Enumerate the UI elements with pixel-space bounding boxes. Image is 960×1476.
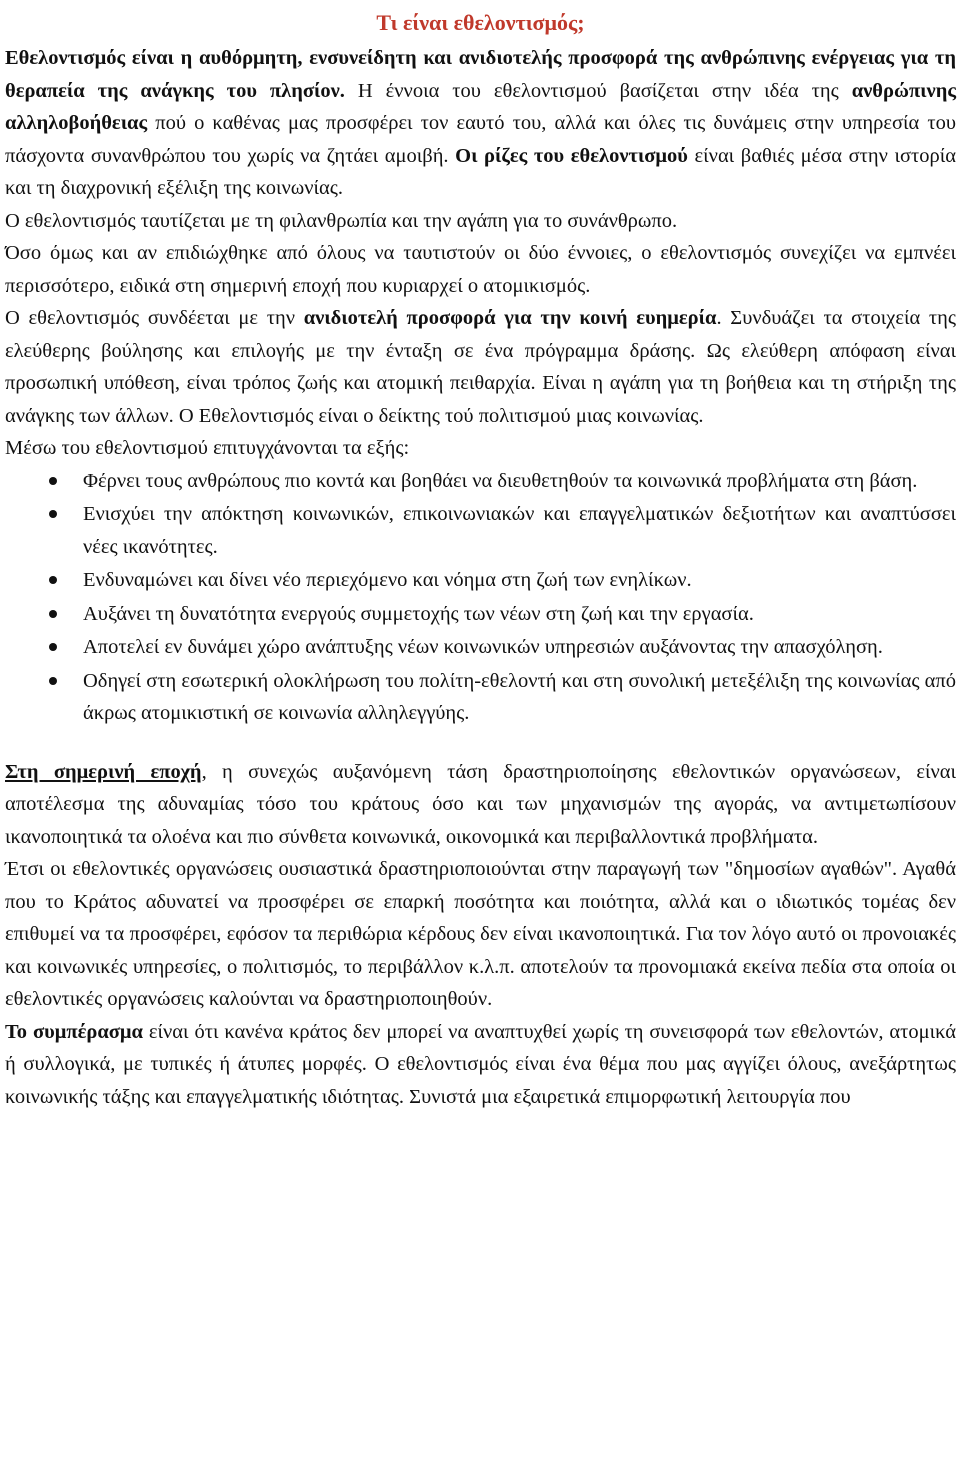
benefits-list bbox=[5, 465, 956, 730]
mutual-aid-bold: ανθρώπινης αλληλοβοήθειας bbox=[5, 79, 956, 134]
page-title: Τι είναι εθελοντισμός; bbox=[376, 10, 585, 35]
list-item: Οδηγεί στη εσωτερική ολοκλήρωση του πολίτη-εθελοντή και στη συνολική μετεξέλιξη της κοινωνίας από άκρως ατομικιστική σε κοινωνία αλληλεγγύης. bbox=[83, 665, 956, 730]
common-welfare-paragraph: Ο εθελοντισμός συνδέεται με την ανιδιοτελή προσφορά για την κοινή ευημερία. Συνδυάζει τα στοιχεία της ελεύθερης βούλησης και επιλογής με την ένταξη σε ένα πρόγραμμα δράσης. Ως ελεύθερη απόφαση είναι προσωπική υπόθεση, είναι τρόπος ζωής και ατομική πειθαρχία. Είναι η αγάπη για τη βοήθεια και τη στήριξη της ανάγκης των άλλων. Ο Εθελοντισμός είναι ο δείκτης τού πολιτισμού μιας κοινωνίας. bbox=[5, 307, 956, 427]
intro-paragraph: Εθελοντισμός είναι η αυθόρμητη, ενσυνείδητη και ανιδιοτελής προσφορά της ανθρώπινης ενέργειας για τη θεραπεία της ανάγκης του πλησίον. Η έννοια του εθελοντισμού βασίζεται στην ιδέα της ανθρώπινης αλληλοβοήθειας πού ο καθένας μας προσφέρει τον εαυτό του, αλλά και όλες τις δυνάμεις στην υπηρεσία του πάσχοντα συνανθρώπου του χωρίς να ζητάει αμοιβή. Οι ρίζες του εθελοντισμού είναι βαθιές μέσα στην ιστορία και τη διαχρονική εξέλιξη της κοινωνίας. bbox=[5, 47, 957, 199]
individualism-paragraph: Όσο όμως και αν επιδιώχθηκε από όλους να ταυτιστούν οι δύο έννοιες, ο εθελοντισμός συνεχίζει να εμπνέει περισσότερο, ειδικά στη σημερινή εποχή που κυριαρχεί ο ατομικισμός. bbox=[5, 242, 956, 297]
bullet-icon bbox=[49, 643, 57, 651]
list-item: Φέρνει τους ανθρώπους πιο κοντά και βοηθάει να διευθετηθούν τα κοινωνικά προβλήματα στη βάση. bbox=[83, 465, 956, 498]
philanthropy-paragraph: Ο εθελοντισμός ταυτίζεται με τη φιλανθρωπία και την αγάπη για το συνάνθρωπο. bbox=[5, 209, 678, 232]
bullet-icon bbox=[49, 576, 57, 584]
conclusion-bold: Το συμπέρασμα bbox=[5, 1020, 143, 1043]
selfless-offer-bold: ανιδιοτελή προσφορά για την κοινή ευημερία bbox=[303, 307, 717, 329]
bullet-icon bbox=[49, 677, 57, 685]
list-item: Ενδυναμώνει και δίνει νέο περιεχόμενο και νόημα στη ζωή των ενηλίκων. bbox=[83, 564, 956, 597]
public-goods-paragraph: Έτσι οι εθελοντικές οργανώσεις ουσιαστικά δραστηριοποιούνται στην παραγωγή των "δημοσίων αγαθών". Αγαθά που το Κράτος αδυνατεί να προσφέρει σε επαρκή ποσότητα και ποιότητα, αλλά και ο ιδιωτικός τομέας δεν επιθυμεί να τα προσφέρει, εφόσον τα περιθώρια κέρδους δεν είναι ικανοποιητικά. Για τον λόγο αυτό οι προνοιακές και κοινωνικές υπηρεσίες, ο πολιτισμός, το περιβάλλον κ.λ.π. αποτελούν τα προνομιακά εκείνα πεδία στα οποία οι εθελοντικές οργανώσεις καλούνται να δραστηριοποιηθούν. bbox=[5, 858, 956, 1010]
present-day-paragraph: Στη σημερινή εποχή, η συνεχώς αυξανόμενη τάση δραστηριοποίησης εθελοντικών οργανώσεων, είναι αποτέλεσμα της αδυναμίας τόσο του κράτους όσο και των μηχανισμών της αγοράς, να αντιμετωπίσουν ικανοποιητικά τα ολοένα και πιο σύνθετα κοινωνικά, οικονομικά και περιβαλλοντικά προβλήματα. bbox=[5, 760, 956, 848]
list-item: Ενισχύει την απόκτηση κοινωνικών, επικοινωνιακών και επαγγελματικών δεξιοτήτων και αναπτύσσει νέες ικανότητες. bbox=[83, 498, 956, 563]
bullet-icon bbox=[49, 477, 57, 485]
bullet-icon bbox=[49, 510, 57, 518]
list-item: Αποτελεί εν δυνάμει χώρο ανάπτυξης νέων κοινωνικών υπηρεσιών αυξάνοντας την απασχόληση. bbox=[83, 631, 956, 664]
list-intro: Μέσω του εθελοντισμού επιτυγχάνονται τα εξής: bbox=[5, 437, 410, 459]
list-item: Αυξάνει τη δυνατότητα ενεργούς συμμετοχής των νέων στη ζωή και την εργασία. bbox=[83, 598, 956, 631]
bullet-icon bbox=[49, 610, 57, 618]
present-day-bold: Στη σημερινή εποχή bbox=[5, 760, 202, 783]
definition-bold: Εθελοντισμός είναι η αυθόρμητη, ενσυνείδητη και ανιδιοτελής προσφορά της ανθρώπινης ενέργειας για τη θεραπεία της ανάγκης του πλησίον. bbox=[5, 47, 956, 102]
conclusion-paragraph: Το συμπέρασμα είναι ότι κανένα κράτος δεν μπορεί να αναπτυχθεί χωρίς τη συνεισφορά των εθελοντών, ατομικά ή συλλογικά, με τυπικές ή άτυπες μορφές. Ο εθελοντισμός είναι ένα θέμα που μας αγγίζει όλους, ανεξάρτητως κοινωνικής τάξης και επαγγελματικής ιδιότητας. Συνιστά μια εξαιρετικά επιμορφωτική λειτουργία που bbox=[5, 1020, 956, 1108]
roots-bold: Οι ρίζες του εθελοντισμού bbox=[455, 144, 688, 167]
